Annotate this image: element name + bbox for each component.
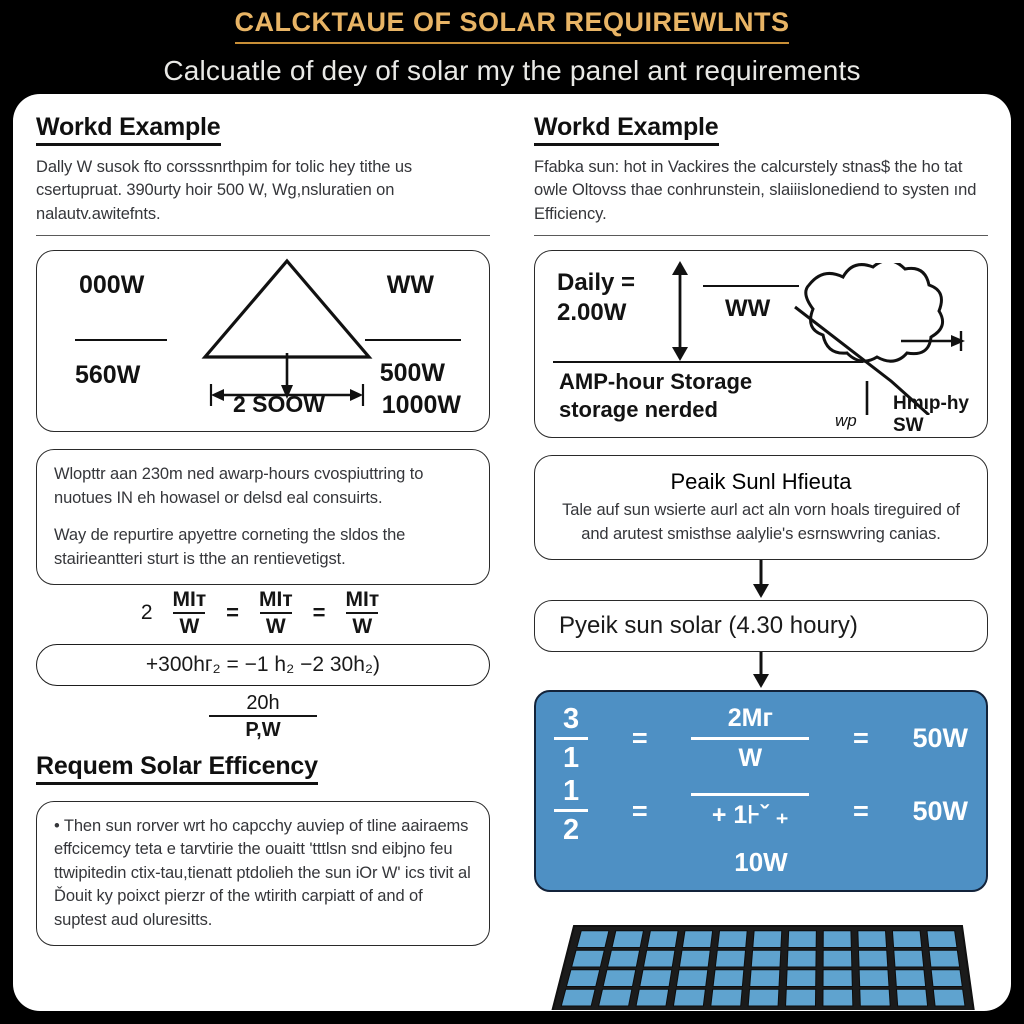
blue-middle-fraction-2 <box>691 793 809 830</box>
peak-sun-heading: Peaik Sunl Hfieuta <box>670 469 852 495</box>
blue-fraction-1-denominator: 1 <box>554 737 588 773</box>
blue-equals-3: = <box>631 795 648 826</box>
diagram-left-equals-bar <box>75 339 167 341</box>
peak-sun-value-text: Pyeik sun solar (4.30 houry) <box>559 612 858 640</box>
storage-label-line-2: storage nerded <box>559 397 718 423</box>
page-title: CALCKTAUE OF SOLAR REQUIREWLNTS <box>235 8 790 44</box>
formula-equals-1: = <box>226 599 240 625</box>
unit-label: WW <box>725 295 771 323</box>
diagram-right-bottom-value: 1000W <box>381 391 461 420</box>
small-fraction-denominator: P,W <box>209 715 317 742</box>
flow-arrow-down-icon-2 <box>748 652 774 690</box>
right-column <box>512 95 1010 1010</box>
left-efficiency-box <box>36 801 490 946</box>
blue-equals-4: = <box>852 795 869 826</box>
storage-label-line-1: AMP-hour Storage <box>559 369 753 395</box>
fraction-1-numerator: MIт <box>172 587 207 611</box>
left-intro-text: Dally W susok fto corsssnrthpim for tolic hey tithe us csertupruat. 390urty hoir 500 W, Wg,nsluratien on nalautv.awitefnts. <box>36 158 413 223</box>
right-intro-text: Ffabka sun: hot in Vackires the calcurstely stnas$ the ho tat owle Oltovss thae conhrunstein, slaiiislonediend to systen ınd Efficiency. <box>534 158 977 223</box>
right-diagram-box <box>534 250 988 438</box>
diagram-right-top-value: WW <box>386 271 434 300</box>
blue-value-2: 50W <box>912 795 968 826</box>
left-column <box>14 95 512 1010</box>
blue-fraction-1 <box>554 702 588 774</box>
left-efficiency-heading: Requem Solar Efficency <box>36 752 318 785</box>
blue-fraction-2-numerator: 1 <box>563 775 580 808</box>
peak-sun-text: Tale auf sun wsierte aurl act aln vorn hoals tireguired of and arutest smisthse aalylie's esrnswvring canias. <box>562 501 960 543</box>
blue-row-1 <box>554 704 968 773</box>
blue-value-1: 50W <box>912 723 968 754</box>
formula-equals-2: = <box>312 599 326 625</box>
diagram-dimension-label: 2 SOOW <box>233 391 326 418</box>
solar-panel-icon <box>546 908 976 1010</box>
left-diagram-box <box>36 250 490 432</box>
blue-equals-2: = <box>852 723 869 754</box>
blue-note: 10W <box>734 847 788 878</box>
content-card <box>14 95 1010 1010</box>
peak-sun-box <box>534 455 988 560</box>
blue-fraction-2-denominator: 2 <box>554 809 588 845</box>
left-efficiency-text: • Then sun rorver wrt ho capcchy auviep of tline aairaems effcicemcy teta e tarvtirie the ouaitt 'tttlsn snd eibjno feu ttwipitedin ctix-tau,tienatt ptdolieh the sun iOr W' ics tivit al Ďouit ky poixct pierzr of the wtirith carpiatt of and of suptest aud oluresitts. <box>54 816 471 929</box>
vertical-double-arrow-icon <box>663 259 697 363</box>
daily-label: Daily = <box>557 269 636 297</box>
diagram-left-bottom-value: 560W <box>75 361 141 390</box>
diagram-right-equals-bar <box>365 339 461 341</box>
blue-fraction-1-numerator: 3 <box>563 702 580 735</box>
page-header <box>0 0 1024 96</box>
blue-row-2 <box>554 777 968 845</box>
daily-value: 2.00W <box>557 299 627 327</box>
formula-fraction-2 <box>253 589 299 637</box>
sun-hours-label: Hmıp-hy SW <box>893 393 969 437</box>
fraction-1-denominator: W <box>173 612 205 637</box>
left-note-paragraph-1: Wlopttr aan 230m ned awarp-hours cvospiuttring to nuotues IN eh howasel or delsd eal consuirts. <box>54 465 424 507</box>
blue-equals-1: = <box>631 723 648 754</box>
page-subtitle: Calcuatle of dey of solar my the panel ant requirements <box>163 54 861 86</box>
formula-equation-row <box>36 589 490 637</box>
flow-arrow-down-icon-1 <box>748 560 774 600</box>
wp-label: wp <box>835 411 857 431</box>
fraction-3-denominator: W <box>346 612 378 637</box>
blue-middle-denominator-2: + 1⊦ˇ ₊ <box>711 800 789 829</box>
formula-fraction-1 <box>167 589 213 637</box>
left-formula-block <box>36 589 490 742</box>
left-note-paragraph-2: Way de repurtire apyettre corneting the sldos the stairieantteri sturt is tthe an rentievetigst. <box>54 526 406 568</box>
right-section-heading: Workd Example <box>534 113 719 146</box>
small-fraction-numerator: 20h <box>246 691 280 714</box>
formula-pill-expression: +300hг₂ = −1 h₂ −2 30h₂) <box>36 644 490 686</box>
formula-small-fraction <box>209 692 317 742</box>
solar-panel-illustration <box>534 908 988 1010</box>
blue-middle-bar <box>691 737 809 740</box>
diagram-left-top-value: 000W <box>79 271 145 300</box>
fraction-2-numerator: MIт <box>259 587 293 611</box>
blue-middle-denominator: W <box>738 744 763 773</box>
diagram-right-mid-value: 500W <box>379 359 445 388</box>
blue-result-box <box>534 690 988 892</box>
fraction-3-numerator: MIт <box>345 587 380 611</box>
two-column-layout <box>14 95 1010 1010</box>
formula-fraction-3 <box>340 589 386 637</box>
blue-middle-numerator: 2Mг <box>727 704 773 733</box>
blue-fraction-2 <box>554 777 588 845</box>
right-divider <box>534 235 988 236</box>
peak-sun-value-box <box>534 600 988 652</box>
blue-middle-bar-2 <box>691 793 809 796</box>
left-note-box <box>36 449 490 585</box>
left-section-heading: Workd Example <box>36 113 221 146</box>
formula-leading-coefficient: 2 <box>140 600 153 624</box>
fraction-2-denominator: W <box>260 612 292 637</box>
blue-middle-fraction-1 <box>691 704 809 773</box>
left-divider <box>36 235 490 236</box>
